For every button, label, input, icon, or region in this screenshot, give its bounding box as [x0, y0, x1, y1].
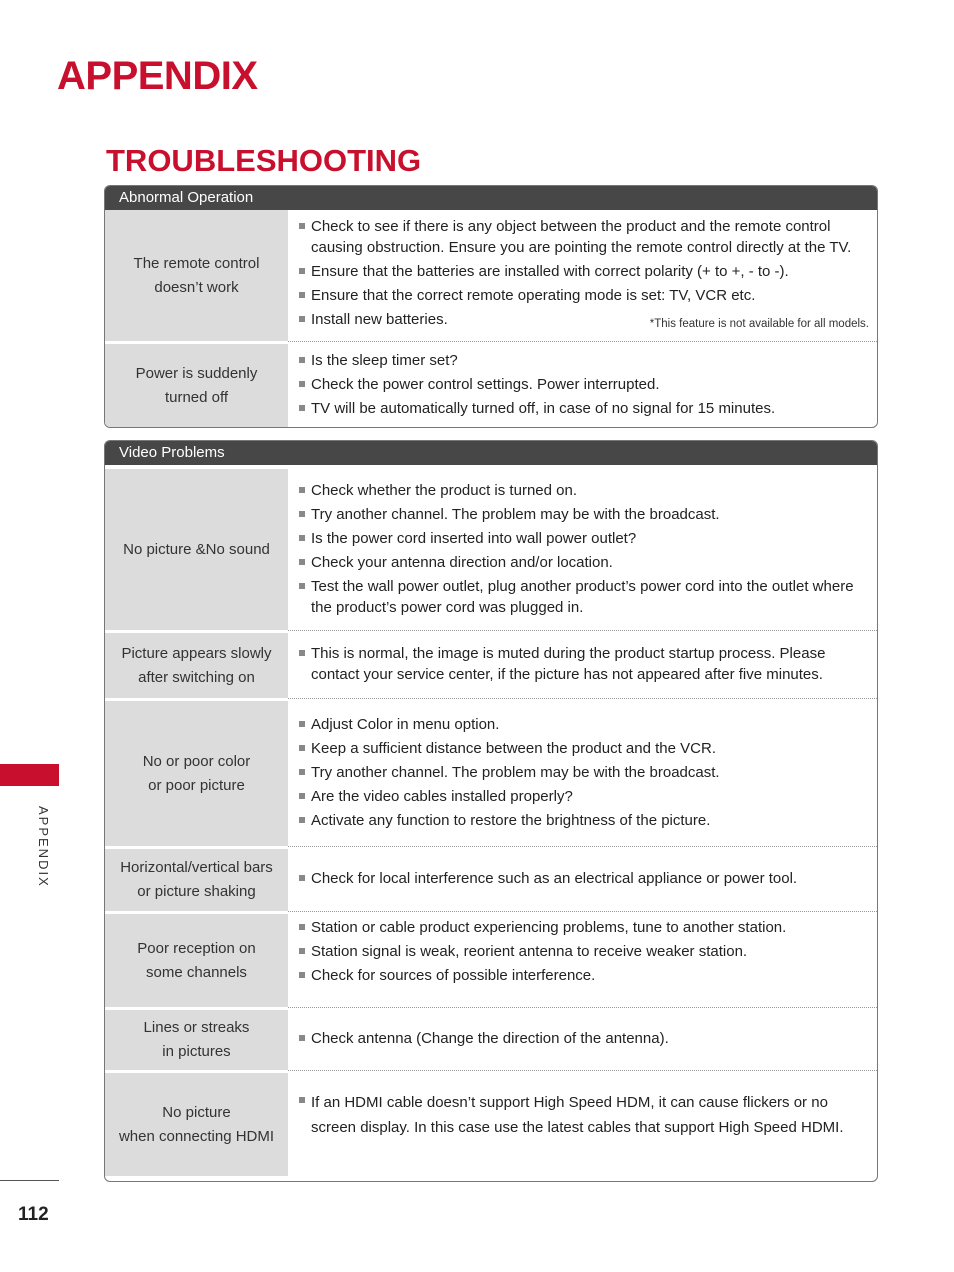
problem-cell — [105, 469, 288, 630]
problem-text: No picture &No sound — [123, 540, 270, 558]
problem-text: after switching on — [138, 668, 255, 686]
solution-item: Station or cable product experiencing problems, tune to another station. — [299, 917, 863, 938]
problem-cell — [105, 1070, 288, 1176]
table-row — [105, 469, 877, 630]
table-header: Video Problems — [105, 441, 877, 465]
solution-item: Try another channel. The problem may be with the broadcast. — [299, 504, 863, 525]
solution-cell — [288, 630, 877, 698]
solution-item: Are the video cables installed properly? — [299, 786, 863, 807]
problem-cell — [105, 911, 288, 1007]
problem-text: No or poor color — [142, 752, 251, 770]
problem-text: or poor picture — [148, 776, 245, 794]
solution-cell — [288, 469, 877, 630]
side-section-label: APPENDIX — [36, 806, 51, 888]
problem-text: Power is suddenly — [135, 364, 258, 382]
problem-text: Horizontal/vertical bars — [120, 859, 273, 876]
problem-cell — [105, 698, 288, 846]
solution-item: Check to see if there is any object between the product and the remote control causing obstruction. Ensure you are pointing the remote control directly at the TV. — [299, 216, 863, 258]
problem-cell — [105, 1007, 288, 1070]
solution-item: Try another channel. The problem may be with the broadcast. — [299, 762, 863, 783]
table-header: Abnormal Operation — [105, 186, 877, 210]
table-row — [105, 911, 877, 1007]
problem-cell — [105, 846, 288, 911]
solution-cell — [288, 1070, 877, 1176]
solution-item: If an HDMI cable doesn’t support High Speed HDM, it can cause flickers or no screen display. In this case use the latest cables that support High Speed HDMI. — [299, 1090, 863, 1140]
table-row — [105, 210, 877, 341]
solution-item: Check your antenna direction and/or location. — [299, 552, 863, 573]
problem-text: in pictures — [162, 1043, 231, 1060]
table-row — [105, 1070, 877, 1176]
solution-item: Check whether the product is turned on. — [299, 480, 863, 501]
table-row — [105, 1007, 877, 1070]
solution-cell — [288, 341, 877, 427]
model-note: *This feature is not available for all models. — [649, 318, 869, 330]
table-row — [105, 341, 877, 427]
problem-text: some channels — [146, 963, 247, 981]
problem-text: when connecting HDMI — [118, 1127, 275, 1145]
solution-cell — [288, 698, 877, 846]
solution-cell — [288, 210, 877, 341]
section-title: TROUBLESHOOTING — [106, 143, 422, 178]
table-row — [105, 846, 877, 911]
problem-text: Picture appears slowly — [121, 644, 272, 662]
abnormal-operation-table — [104, 185, 878, 428]
solution-item: Install new batteries. — [299, 309, 863, 330]
problem-cell — [105, 341, 288, 427]
problem-cell — [105, 210, 288, 341]
solution-item: Test the wall power outlet, plug another product’s power cord into the outlet where the product’s power cord was plugged in. — [299, 576, 863, 618]
solution-item: Adjust Color in menu option. — [299, 714, 863, 735]
problem-text: No picture — [162, 1103, 231, 1121]
solution-cell — [288, 846, 877, 911]
page-number: 112 — [18, 1204, 49, 1225]
problem-text: Poor reception on — [137, 939, 256, 957]
page-title: APPENDIX — [57, 54, 258, 98]
solution-item: Is the sleep timer set? — [299, 350, 863, 371]
solution-item: Ensure that the correct remote operating mode is set: TV, VCR etc. — [299, 285, 863, 306]
solution-item: Station signal is weak, reorient antenna to receive weaker station. — [299, 941, 863, 962]
problem-text: turned off — [164, 388, 229, 406]
footer-divider — [0, 1180, 59, 1181]
solution-item: Activate any function to restore the brightness of the picture. — [299, 810, 863, 831]
problem-text: The remote control — [133, 254, 260, 272]
solution-item: Check antenna (Change the direction of the antenna). — [299, 1028, 863, 1049]
solution-item: Ensure that the batteries are installed with correct polarity (+ to +, - to -). — [299, 261, 863, 282]
problem-text: Lines or streaks — [143, 1019, 250, 1036]
solution-item: Check for local interference such as an electrical appliance or power tool. — [299, 868, 863, 889]
solution-cell — [288, 911, 877, 1007]
solution-item: TV will be automatically turned off, in case of no signal for 15 minutes. — [299, 398, 863, 419]
solution-item: Is the power cord inserted into wall power outlet? — [299, 528, 863, 549]
side-tab-marker — [0, 764, 59, 786]
problem-cell — [105, 630, 288, 698]
solution-item: Check the power control settings. Power interrupted. — [299, 374, 863, 395]
solution-item: Keep a sufficient distance between the product and the VCR. — [299, 738, 863, 759]
video-problems-table — [104, 440, 878, 1182]
solution-cell — [288, 1007, 877, 1070]
table-row — [105, 698, 877, 846]
problem-text: or picture shaking — [137, 883, 256, 900]
solution-item: This is normal, the image is muted during the product startup process. Please contact your service center, if the picture has not appeared after five minutes. — [299, 643, 863, 685]
problem-text: doesn’t work — [154, 278, 239, 296]
table-row — [105, 630, 877, 698]
solution-item: Check for sources of possible interference. — [299, 965, 863, 986]
